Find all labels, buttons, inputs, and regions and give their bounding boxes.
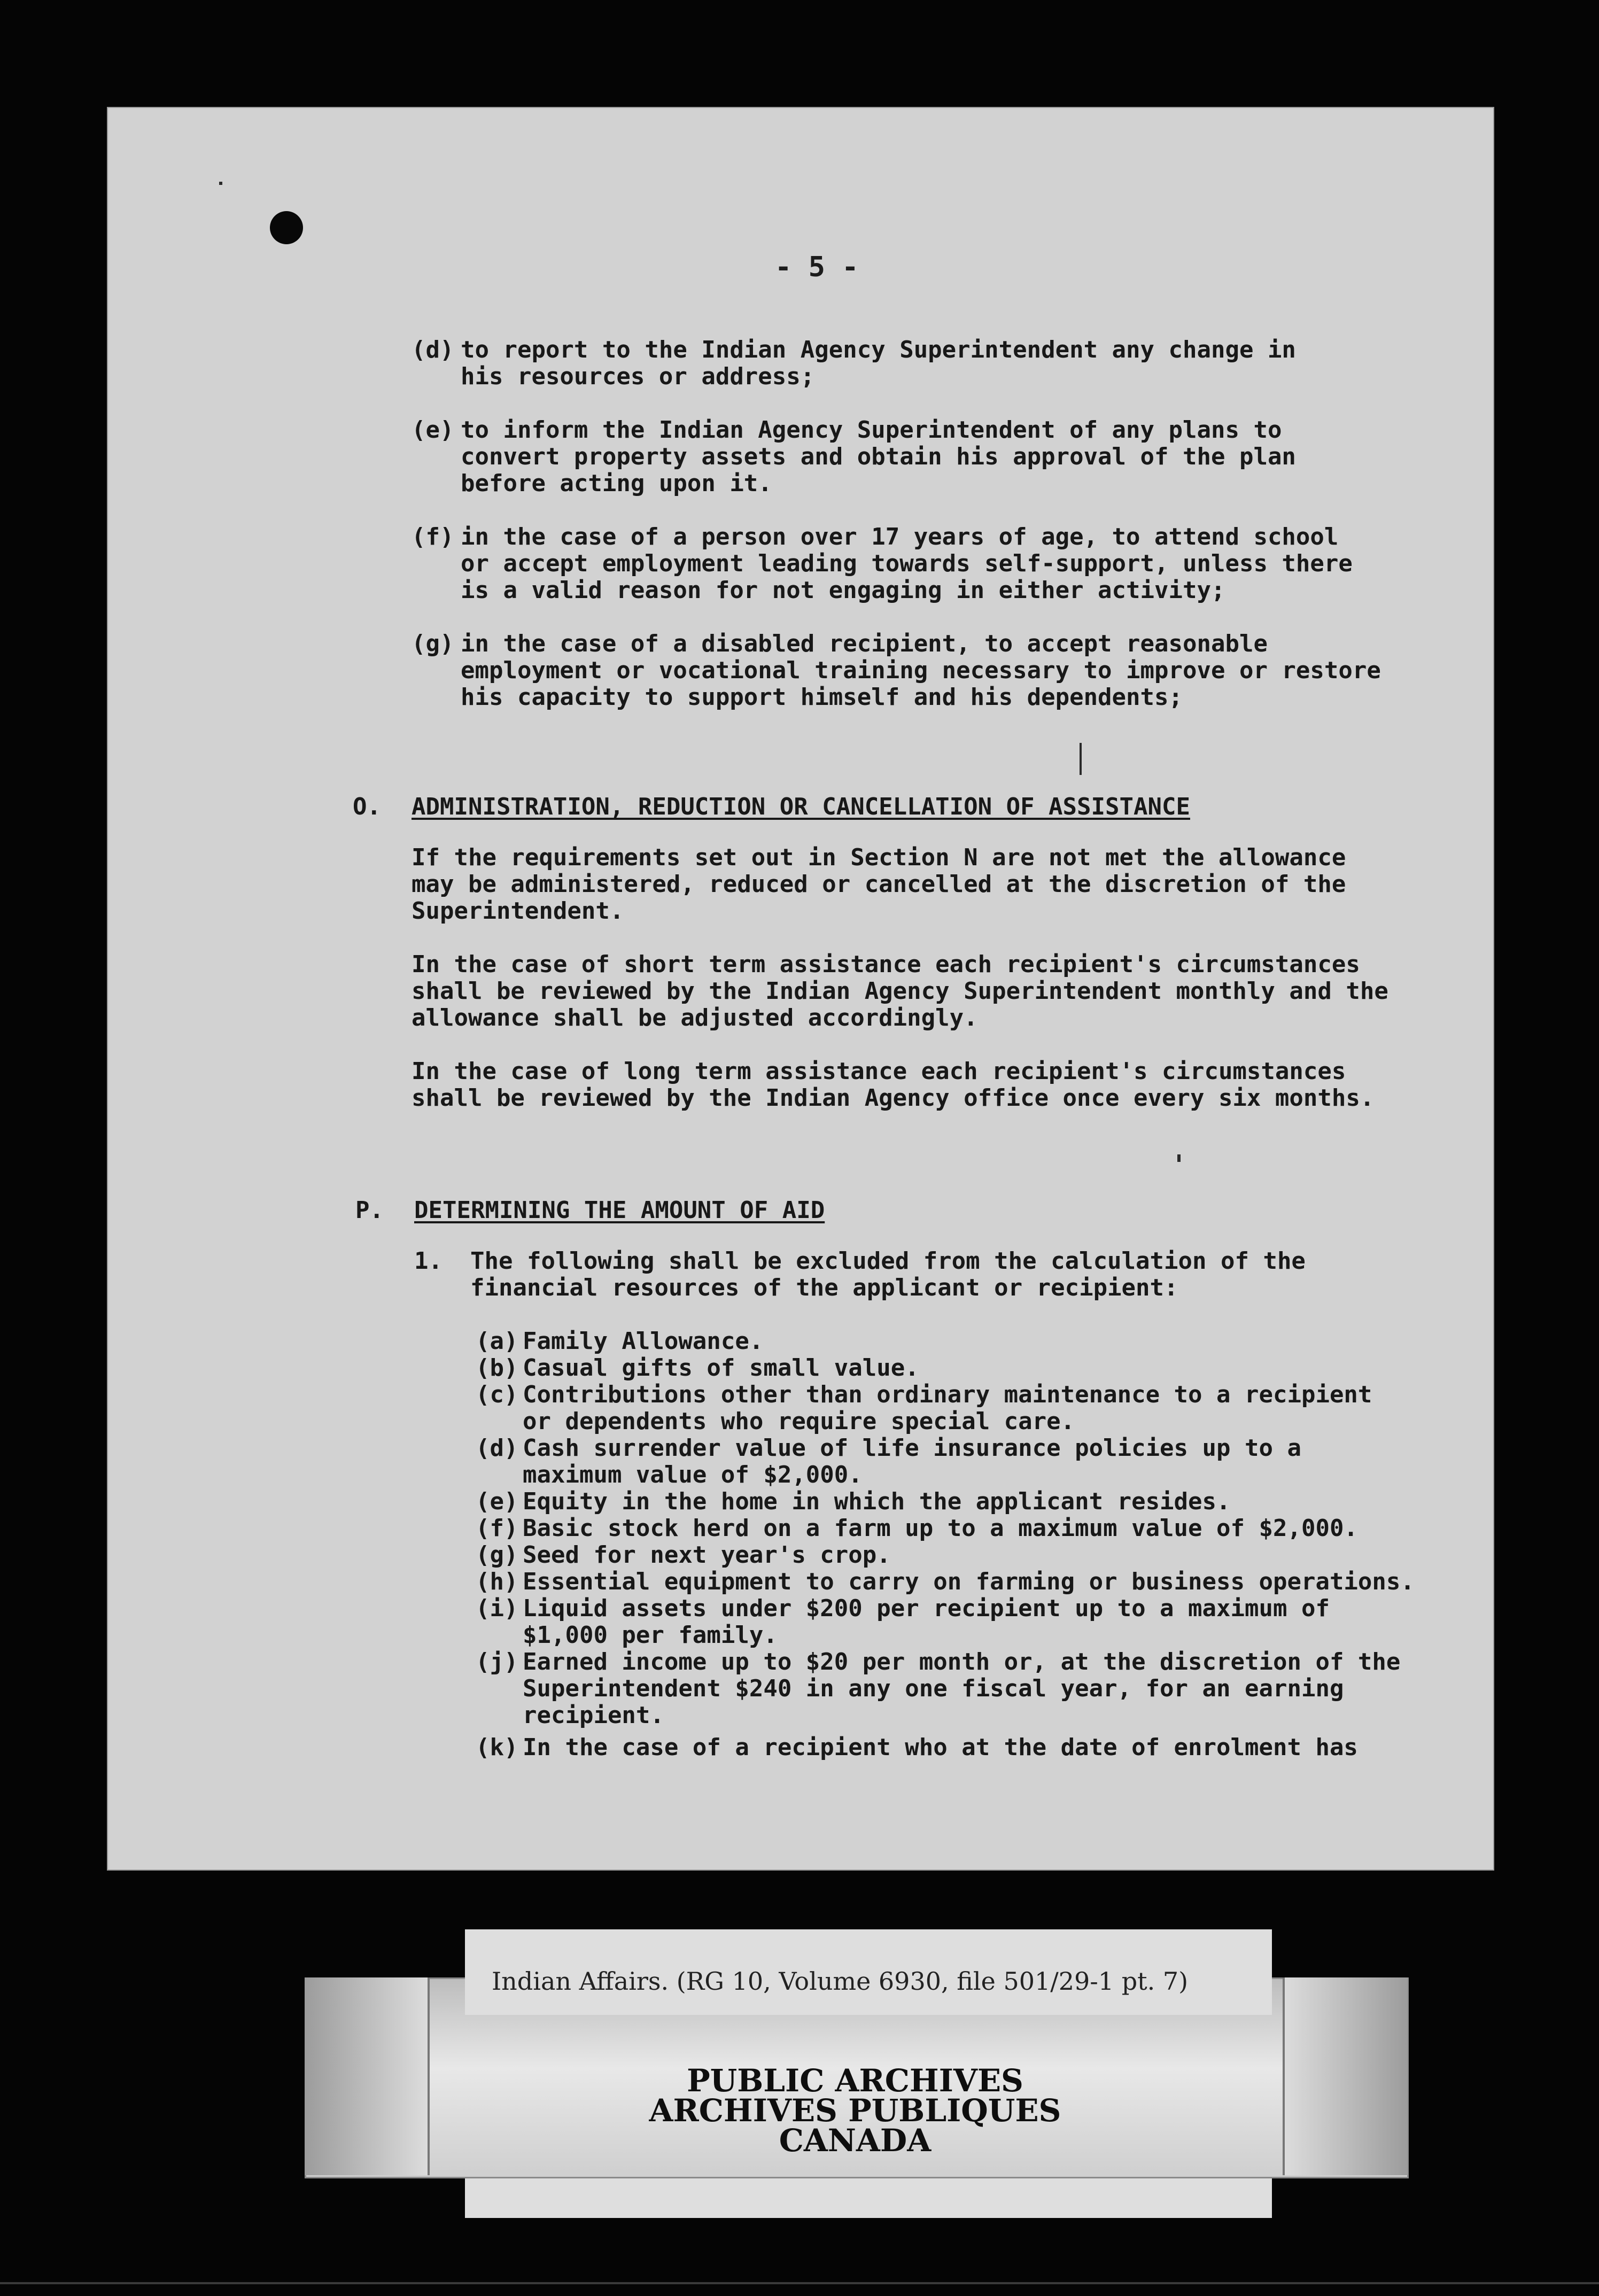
exclusion-line: Liquid assets under $200 per recipient up to a maximum of xyxy=(523,1595,1330,1622)
exclusion-line: Family Allowance. xyxy=(523,1328,764,1355)
section-o-letter: O. xyxy=(353,793,381,820)
exclusion-line: or dependents who require special care. xyxy=(523,1408,1075,1435)
exclusion-line: Seed for next year's crop. xyxy=(523,1541,891,1569)
section-o-paragraph-line: may be administered, reduced or cancelled at the discretion of the xyxy=(412,871,1346,898)
obligation-marker: (d) xyxy=(412,336,454,363)
stamp-line: PUBLIC ARCHIVES xyxy=(687,2062,1023,2099)
exclusion-marker: (a) xyxy=(476,1328,518,1355)
archive-reference: Indian Affairs. (RG 10, Volume 6930, file 501/29-1 pt. 7) xyxy=(492,1967,1189,1996)
section-o-heading: ADMINISTRATION, REDUCTION OR CANCELLATION OF ASSISTANCE xyxy=(412,793,1190,820)
exclusion-marker: (i) xyxy=(476,1595,518,1622)
exclusion-line: maximum value of $2,000. xyxy=(523,1461,863,1488)
stamp-line: ARCHIVES PUBLIQUES xyxy=(649,2092,1061,2129)
obligation-line: in the case of a disabled recipient, to accept reasonable xyxy=(461,630,1268,657)
exclusion-line: Equity in the home in which the applicant resides. xyxy=(523,1488,1231,1515)
ink-speck xyxy=(219,182,222,185)
obligation-marker: (f) xyxy=(412,523,454,550)
page-number: - 5 - xyxy=(775,251,859,283)
bottom-edge-line xyxy=(0,2282,1599,2284)
section-p-letter: P. xyxy=(355,1197,384,1224)
punch-hole xyxy=(270,211,303,244)
obligation-line: to report to the Indian Agency Superintendent any change in xyxy=(461,336,1296,363)
obligation-marker: (e) xyxy=(412,416,454,444)
obligation-line: before acting upon it. xyxy=(461,470,772,497)
exclusion-marker: (h) xyxy=(476,1568,518,1595)
section-p-heading: DETERMINING THE AMOUNT OF AID xyxy=(414,1197,825,1224)
ink-mark xyxy=(1080,743,1082,775)
obligation-line: his capacity to support himself and his dependents; xyxy=(461,684,1183,711)
exclusion-marker: (k) xyxy=(476,1734,518,1761)
obligation-line: or accept employment leading towards self-support, unless there xyxy=(461,550,1353,577)
section-o-paragraph-line: shall be reviewed by the Indian Agency Superintendent monthly and the xyxy=(412,978,1388,1005)
exclusion-line: Superintendent $240 in any one fiscal year, for an earning xyxy=(523,1675,1344,1702)
section-o-paragraph-line: In the case of long term assistance each recipient's circumstances xyxy=(412,1058,1346,1085)
archive-stamp xyxy=(588,2062,1122,2159)
section-o-paragraph-line: If the requirements set out in Section N are not met the allowance xyxy=(412,844,1346,871)
obligation-line: to inform the Indian Agency Superintendent of any plans to xyxy=(461,416,1282,444)
exclusion-line: Contributions other than ordinary maintenance to a recipient xyxy=(523,1381,1372,1408)
obligation-marker: (g) xyxy=(412,630,454,657)
exclusion-line: Earned income up to $20 per month or, at the discretion of the xyxy=(523,1648,1401,1676)
tape-end-right xyxy=(1283,1977,1408,2175)
section-p-item-number: 1. xyxy=(414,1247,443,1275)
exclusion-marker: (j) xyxy=(476,1648,518,1676)
obligation-line: is a valid reason for not engaging in either activity; xyxy=(461,577,1225,604)
stamp-line: CANADA xyxy=(779,2122,932,2159)
exclusion-marker: (d) xyxy=(476,1434,518,1462)
exclusion-line: recipient. xyxy=(523,1702,664,1729)
exclusion-line: In the case of a recipient who at the date of enrolment has xyxy=(523,1734,1358,1761)
exclusion-line: Essential equipment to carry on farming or business operations. xyxy=(523,1568,1415,1595)
section-o-paragraph-line: shall be reviewed by the Indian Agency office once every six months. xyxy=(412,1084,1375,1112)
tape-end-left xyxy=(305,1977,430,2175)
section-p-intro-line: financial resources of the applicant or recipient: xyxy=(470,1274,1178,1301)
exclusion-marker: (g) xyxy=(476,1541,518,1569)
obligation-line: in the case of a person over 17 years of age, to attend school xyxy=(461,523,1339,550)
exclusion-marker: (f) xyxy=(476,1515,518,1542)
section-o-paragraph-line: Superintendent. xyxy=(412,897,624,925)
exclusion-marker: (e) xyxy=(476,1488,518,1515)
exclusion-line: Cash surrender value of life insurance policies up to a xyxy=(523,1434,1301,1462)
obligation-line: employment or vocational training necessary to improve or restore xyxy=(461,657,1381,684)
section-p-intro-line: The following shall be excluded from the calculation of the xyxy=(470,1247,1306,1275)
exclusion-marker: (b) xyxy=(476,1354,518,1382)
exclusion-marker: (c) xyxy=(476,1381,518,1408)
obligation-line: convert property assets and obtain his approval of the plan xyxy=(461,443,1296,470)
section-o-paragraph-line: In the case of short term assistance each recipient's circumstances xyxy=(412,951,1360,978)
exclusion-line: $1,000 per family. xyxy=(523,1622,778,1649)
obligation-line: his resources or address; xyxy=(461,363,815,390)
ink-speck xyxy=(1177,1154,1181,1162)
section-o-paragraph-line: allowance shall be adjusted accordingly. xyxy=(412,1004,978,1031)
exclusion-line: Casual gifts of small value. xyxy=(523,1354,919,1382)
exclusion-line: Basic stock herd on a farm up to a maximum value of $2,000. xyxy=(523,1515,1358,1542)
